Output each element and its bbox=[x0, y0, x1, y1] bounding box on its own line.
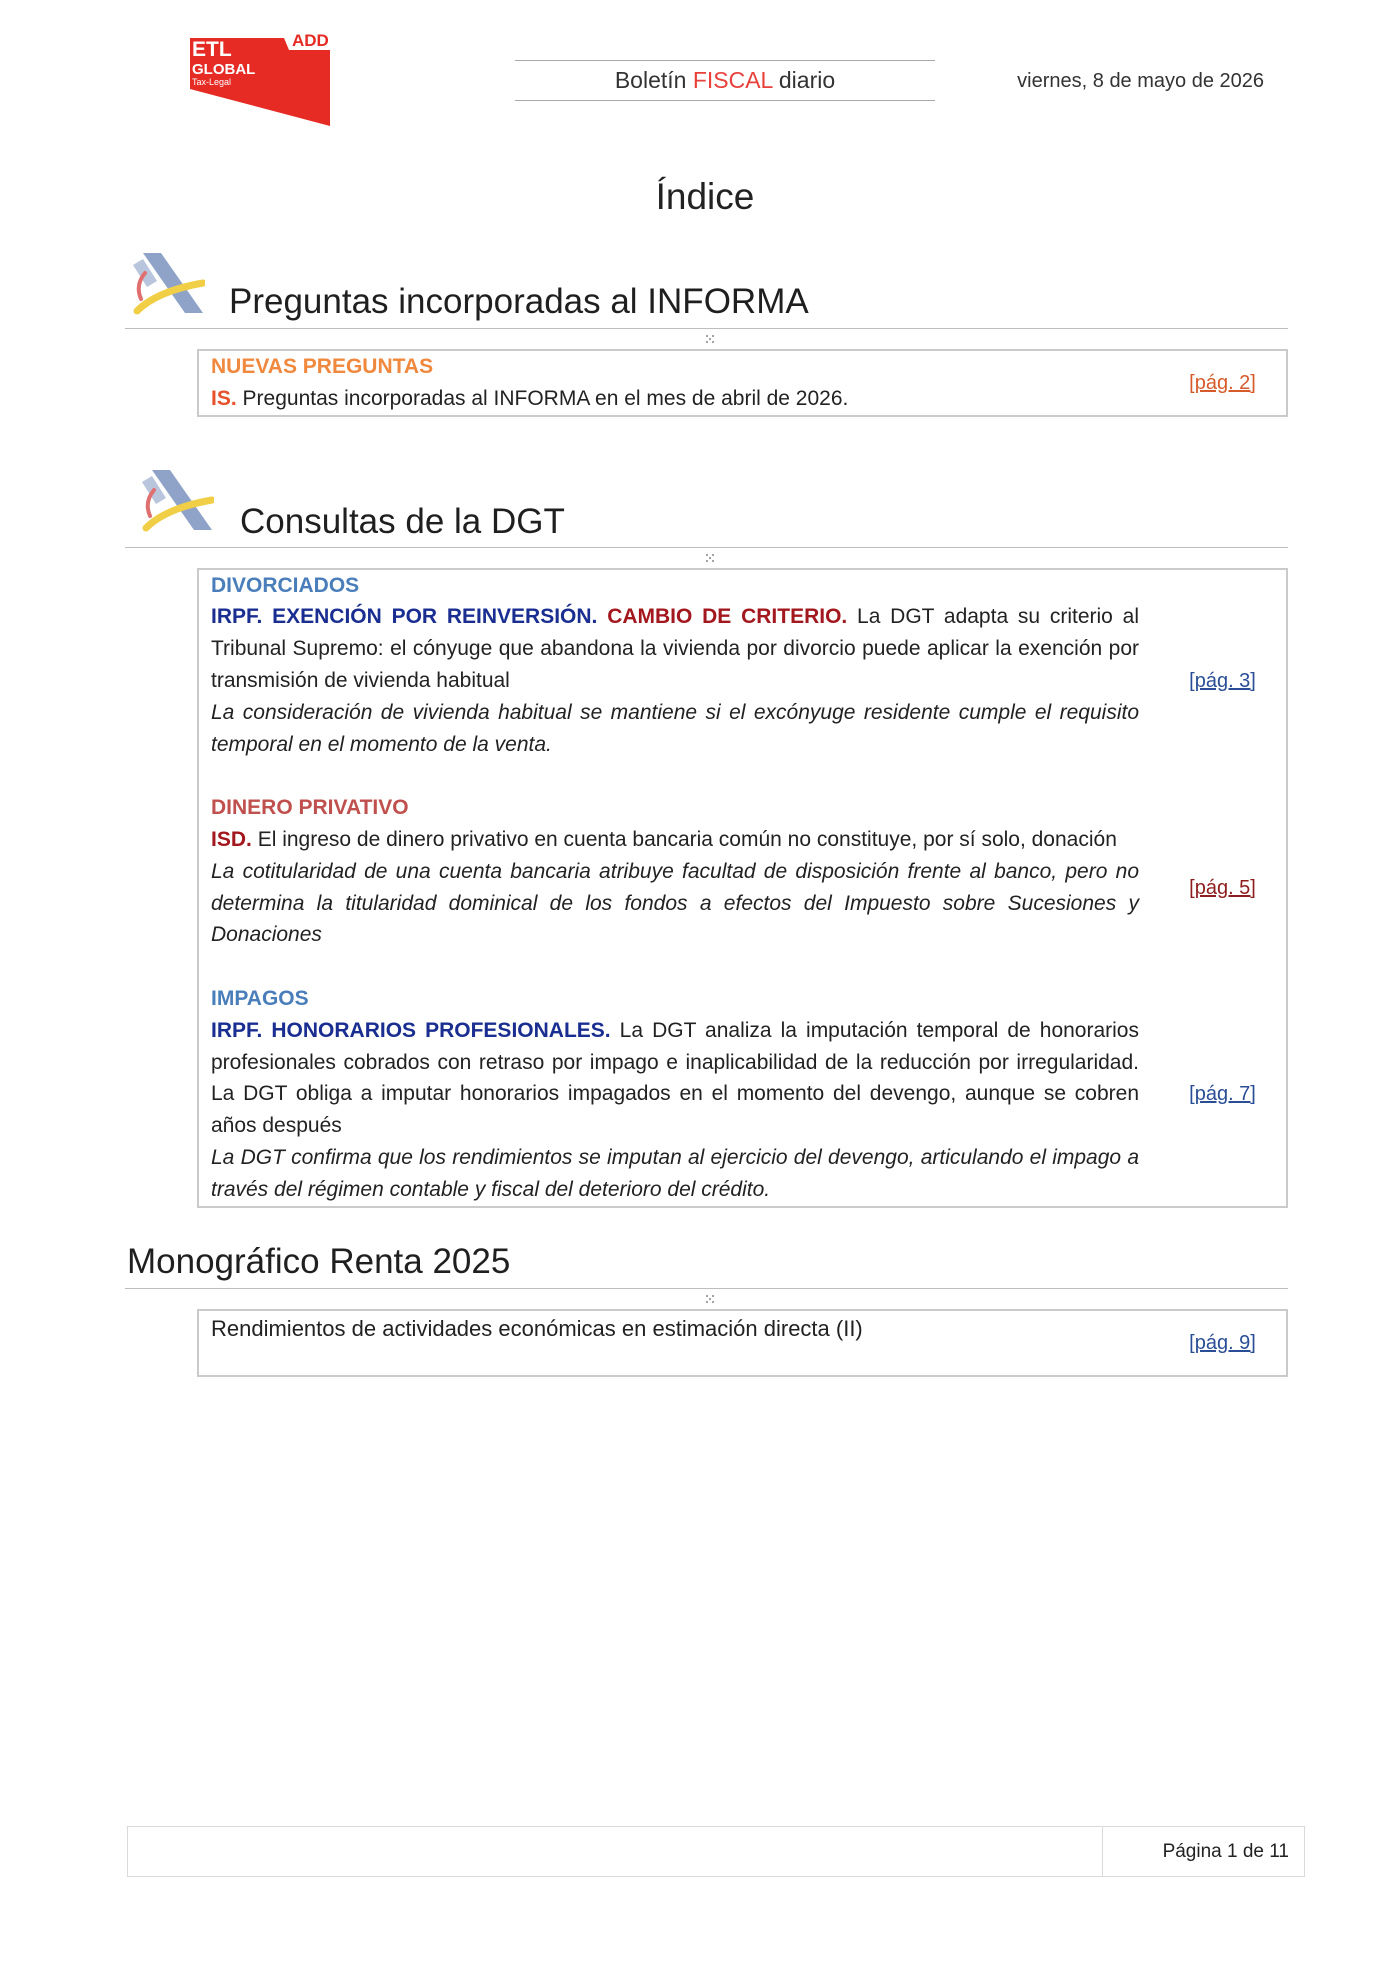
entry-text bbox=[199, 1311, 1139, 1375]
section-heading-monografico bbox=[125, 1208, 1288, 1289]
page-link[interactable]: [pág. 2] bbox=[1189, 371, 1256, 394]
page-link[interactable]: [pág. 5] bbox=[1189, 876, 1256, 899]
entry-category: NUEVAS PREGUNTAS bbox=[211, 355, 434, 378]
entry-link-cell bbox=[1139, 570, 1286, 761]
entry-text bbox=[199, 983, 1139, 1206]
logo-badge: ADD bbox=[292, 31, 329, 50]
toc-entry-divorciados bbox=[199, 570, 1286, 761]
toc-entry-dinero-privativo bbox=[199, 792, 1286, 951]
aeat-logo-icon bbox=[131, 251, 205, 319]
entry-text bbox=[199, 792, 1139, 951]
entry-link-cell bbox=[1139, 351, 1286, 415]
entry-tag: IRPF. EXENCIÓN POR REINVERSIÓN. bbox=[211, 605, 598, 629]
page-link[interactable]: [pág. 7] bbox=[1189, 1083, 1256, 1106]
entry-description: La DGT analiza la imputación temporal de honorarios profesionales cobrados con retraso por impago e inaplicabilidad de la reducción por irregularidad. La DGT obliga a imputar honorarios impagados en el momento del devengo, aunque se cobren años después bbox=[211, 1018, 1139, 1138]
toc-entry-rendimientos bbox=[199, 1311, 1286, 1375]
table-handle-row bbox=[125, 329, 1288, 349]
index-title: Índice bbox=[655, 176, 755, 217]
entry-link-cell bbox=[1139, 792, 1286, 951]
table-move-handle-icon[interactable] bbox=[705, 553, 715, 563]
entry-text bbox=[199, 351, 1139, 415]
aeat-logo-icon bbox=[140, 468, 214, 536]
entry-lead bbox=[211, 824, 1139, 856]
section-heading-dgt bbox=[125, 417, 1288, 548]
entry-link-cell bbox=[1139, 1311, 1286, 1375]
section-title: Consultas de la DGT bbox=[240, 501, 565, 541]
entry-tag: IS. bbox=[211, 386, 237, 410]
section-heading-informa bbox=[125, 235, 1288, 329]
logo-brand: ETL bbox=[192, 38, 232, 61]
toc-box-monografico bbox=[197, 1309, 1288, 1377]
entry-summary: La consideración de vivienda habitual se mantiene si el excónyuge residente cumple el requisito temporal en el momento de la venta. bbox=[211, 700, 1139, 756]
entry-tag-criterion-change: CAMBIO DE CRITERIO. bbox=[607, 605, 848, 629]
table-of-contents bbox=[125, 235, 1288, 1377]
bulletin-prefix: Boletín bbox=[614, 67, 687, 93]
entry-description: Rendimientos de actividades económicas en estimación directa (II) bbox=[211, 1315, 863, 1341]
entry-description: Preguntas incorporadas al INFORMA en el mes de abril de 2026. bbox=[242, 386, 849, 410]
entry-tag: ISD. bbox=[211, 827, 252, 851]
table-move-handle-icon[interactable] bbox=[705, 334, 715, 344]
entry-lead bbox=[211, 383, 1139, 415]
logo-name: GLOBAL bbox=[192, 61, 256, 78]
toc-entry-nuevas-preguntas bbox=[199, 351, 1286, 415]
bulletin-title bbox=[515, 60, 935, 101]
bulletin-highlight: FISCAL bbox=[692, 67, 773, 93]
page-link[interactable]: [pág. 3] bbox=[1189, 669, 1256, 692]
toc-box-dgt bbox=[197, 568, 1288, 1208]
table-handle-row bbox=[125, 1289, 1288, 1309]
toc-entry-impagos bbox=[199, 983, 1286, 1206]
entry-summary: La cotitularidad de una cuenta bancaria atribuye facultad de disposición frente al banco, pero no determina la titularidad dominical de los fondos a efectos del Impuesto sobre Sucesiones y Donaciones bbox=[211, 859, 1139, 947]
entry-category: IMPAGOS bbox=[211, 986, 309, 1010]
logo-tagline: Tax-Legal bbox=[192, 77, 232, 87]
entry-description: La DGT adapta su criterio al Tribunal Supremo: el cónyuge que abandona la vivienda por divorcio puede aplicar la exención por transmisión de vivienda habitual bbox=[211, 605, 1139, 692]
bulletin-suffix: diario bbox=[778, 67, 836, 93]
entry-description: El ingreso de dinero privativo en cuenta bancaria común no constituye, por sí solo, donación bbox=[257, 827, 1117, 851]
footer-blank-cell bbox=[128, 1827, 1103, 1876]
table-handle-row bbox=[125, 548, 1288, 568]
issue-date: viernes, 8 de mayo de 2026 bbox=[1017, 70, 1264, 92]
entry-category: DIVORCIADOS bbox=[211, 573, 360, 597]
entry-text bbox=[199, 570, 1139, 761]
entry-lead bbox=[211, 1015, 1139, 1142]
page-number: Página 1 de 11 bbox=[1162, 1841, 1289, 1862]
entry-category: DINERO PRIVATIVO bbox=[211, 796, 409, 820]
page-link[interactable]: [pág. 9] bbox=[1189, 1331, 1256, 1354]
table-move-handle-icon[interactable] bbox=[705, 1294, 715, 1304]
etl-global-logo bbox=[186, 26, 332, 128]
section-title: Monográfico Renta 2025 bbox=[127, 1241, 511, 1281]
entry-lead bbox=[211, 601, 1139, 696]
page-footer bbox=[127, 1826, 1305, 1877]
toc-box-informa bbox=[197, 349, 1288, 417]
entry-summary: La DGT confirma que los rendimientos se imputan al ejercicio del devengo, articulando el impago a través del régimen contable y fiscal del deterioro del crédito. bbox=[211, 1145, 1139, 1201]
section-title: Preguntas incorporadas al INFORMA bbox=[229, 282, 809, 321]
entry-tag: IRPF. HONORARIOS PROFESIONALES. bbox=[211, 1018, 611, 1042]
entry-link-cell bbox=[1139, 983, 1286, 1206]
